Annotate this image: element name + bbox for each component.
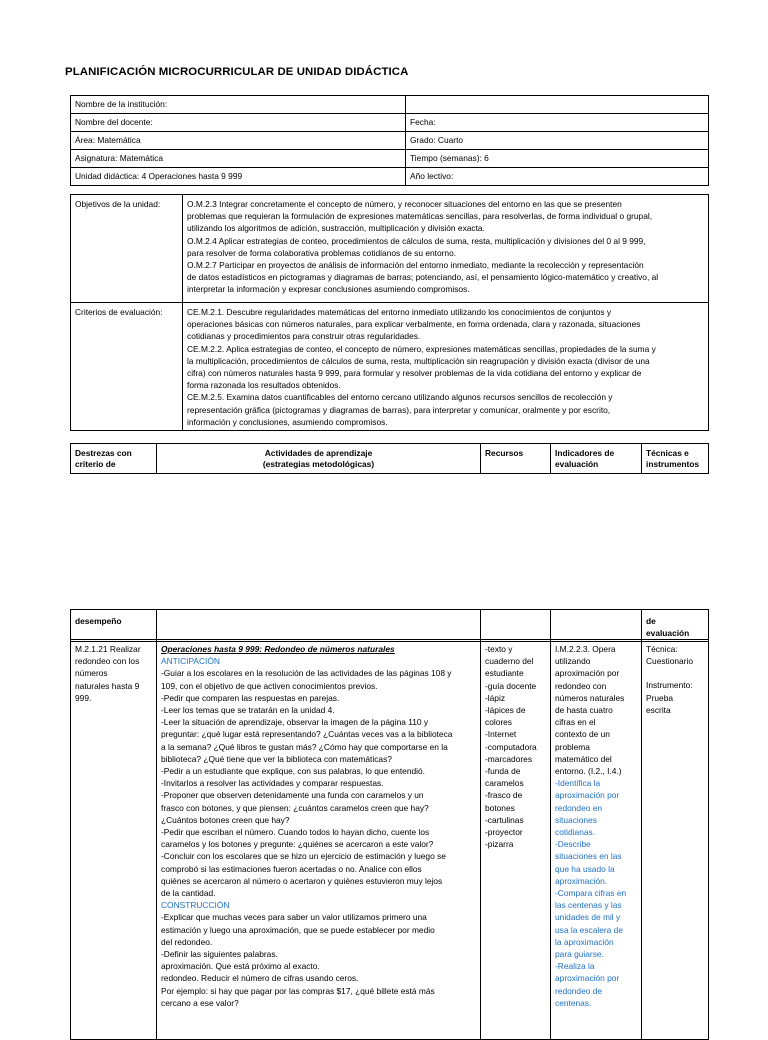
header-resources: Recursos bbox=[481, 444, 551, 474]
indicator-line: la aproximación bbox=[555, 936, 614, 947]
header-row-top bbox=[71, 444, 709, 474]
info-row bbox=[71, 150, 709, 168]
resource-line: -proyector bbox=[485, 827, 523, 838]
objective-line: interpretar la información y expresar conclusiones asumiendo compromisos. bbox=[187, 284, 470, 295]
indicator-line: matemático del bbox=[555, 753, 612, 764]
objective-line: O.M.2.7 Participar en proyectos de análisis de información del entorno inmediato, mediante la recolección y representación bbox=[187, 260, 644, 271]
info-label: Área: Matemática bbox=[71, 132, 406, 150]
indicator-line: aproximación por bbox=[555, 668, 620, 679]
objectives-label: Objetivos de la unidad: bbox=[71, 195, 183, 303]
objectives-content bbox=[183, 195, 709, 303]
header-line: (estrategias metodológicas) bbox=[262, 459, 375, 470]
activity-line: biblioteca? ¿Qué tiene que ver la biblioteca con matemáticas? bbox=[161, 753, 392, 764]
activity-line: cercano a ese valor? bbox=[161, 997, 239, 1008]
activity-cell bbox=[157, 640, 481, 1040]
info-row bbox=[71, 114, 709, 132]
objective-line: O.M.2.4 Aplicar estrategias de conteo, procedimientos de cálculos de suma, resta, multiplicación y divisiones del 0 al 9 999, bbox=[187, 235, 646, 246]
activity-line: -Pedir que comparen las respuestas en parejas. bbox=[161, 692, 340, 703]
header-skills bbox=[71, 444, 157, 474]
indicators-cell bbox=[551, 640, 642, 1040]
indicator-line: usa la escalera de bbox=[555, 924, 623, 935]
header-line: Destrezas con bbox=[75, 448, 132, 458]
objectives-table bbox=[70, 194, 709, 431]
skill-line: 999. bbox=[75, 692, 92, 703]
header-indicators bbox=[551, 444, 642, 474]
activity-line: del redondeo. bbox=[161, 936, 213, 947]
indicator-line: -Realiza la bbox=[555, 961, 595, 972]
activity-line: preguntar: ¿qué lugar está representando? ¿Cuántas veces vas a la biblioteca bbox=[161, 729, 453, 740]
activity-line: 109, con el objetivo de que activen conocimientos previos. bbox=[161, 680, 378, 691]
resource-line: cuaderno del bbox=[485, 656, 534, 667]
header-line: Indicadores de bbox=[555, 448, 615, 458]
indicator-line: aproximación. bbox=[555, 875, 608, 886]
activity-line: -Leer los temas que se tratarán en la unidad 4. bbox=[161, 705, 335, 716]
indicator-line: I.M.2.2.3. Opera bbox=[555, 644, 616, 654]
resource-line: -texto y bbox=[485, 644, 513, 654]
info-label: Asignatura: Matemática bbox=[71, 150, 406, 168]
header-row-bottom bbox=[71, 610, 709, 642]
resource-line: -funda de bbox=[485, 766, 521, 777]
skill-line: redondeo con los bbox=[75, 656, 140, 667]
criterion-line: operaciones básicas con números naturales, para explicar verbalmente, en forma ordenada, clara y razonada, situaciones bbox=[187, 319, 641, 330]
criteria-label: Criterios de evaluación: bbox=[71, 303, 183, 431]
criterion-line: CE.M.2.1. Descubre regularidades matemáticas del entorno inmediato utilizando los conocimientos de conjuntos y bbox=[187, 307, 612, 317]
criterion-line: información y conclusiones, asumiendo compromisos. bbox=[187, 416, 388, 427]
info-table-body bbox=[71, 96, 709, 186]
activity-line: -Concluir con los escolares que se hizo un ejercicio de estimación y luego se bbox=[161, 851, 446, 862]
indicator-line: cotidianas. bbox=[555, 827, 596, 838]
activity-line: -Proponer que observen detenidamente una funda con caramelos y un bbox=[161, 790, 424, 801]
criterion-line: la multiplicación, procedimientos de cálculos de suma, resta, multiplicación sin reagrupación y división exacta (divisor de una bbox=[187, 355, 650, 366]
activity-line: -Definir las siguientes palabras. bbox=[161, 949, 278, 960]
header-empty-indicators bbox=[551, 610, 642, 642]
resource-line: botones bbox=[485, 802, 515, 813]
technique-line: Instrumento: bbox=[646, 680, 693, 691]
indicator-line: entorno. (I.2., I.4.) bbox=[555, 766, 622, 777]
resources-cell bbox=[481, 640, 551, 1040]
indicator-line: redondeo en bbox=[555, 802, 603, 813]
activity-line: -Invitarlos a resolver las actividades y comparar respuestas. bbox=[161, 778, 384, 789]
technique-line: Técnica: bbox=[646, 644, 678, 654]
resource-line: estudiante bbox=[485, 668, 524, 679]
header-activities bbox=[157, 444, 481, 474]
info-value: Tiempo (semanas): 6 bbox=[406, 150, 709, 168]
techniques-cell bbox=[642, 640, 709, 1040]
criterion-line: representación gráfica (pictogramas y diagramas de barras), para interpretar y comunicar, oralmente y por escrito, bbox=[187, 404, 611, 415]
skill-line: números bbox=[75, 668, 108, 679]
indicator-line: aproximación por bbox=[555, 790, 620, 801]
info-label: Unidad didáctica: 4 Operaciones hasta 9 999 bbox=[71, 168, 406, 186]
info-value bbox=[406, 96, 709, 114]
resource-line: -lápiz bbox=[485, 692, 506, 703]
header-line: Técnicas e bbox=[646, 448, 689, 458]
info-label: Nombre del docente: bbox=[71, 114, 406, 132]
indicator-line: centenas. bbox=[555, 997, 592, 1008]
activity-line: de la cantidad. bbox=[161, 888, 216, 899]
objective-line: para resolver de forma colaborativa problemas cotidianos de su entorno. bbox=[187, 247, 457, 258]
skill-line: naturales hasta 9 bbox=[75, 680, 140, 691]
activity-line: -Pedir a un estudiante que explique, con sus palabras, lo que entendió. bbox=[161, 766, 425, 777]
header-empty-resources bbox=[481, 610, 551, 642]
indicator-line: situaciones en las bbox=[555, 851, 622, 862]
resource-line: -computadora bbox=[485, 741, 537, 752]
activity-line: caramelos y los botones y pregunte: ¿quiénes se acercaron a este valor? bbox=[161, 839, 434, 850]
indicator-line: problema bbox=[555, 741, 590, 752]
criterion-line: CE.M.2.5. Examina datos cuantificables del entorno cercano utilizando algunos recursos sencillos de recolección y bbox=[187, 392, 613, 403]
resource-line: caramelos bbox=[485, 778, 524, 789]
objective-line: problemas que requieran la formulación de expresiones matemáticas sencillas, para resolverlas, de forma individual o grupal, bbox=[187, 211, 653, 222]
skill-cell bbox=[71, 640, 157, 1040]
indicator-line: contexto de un bbox=[555, 729, 610, 740]
indicator-line: utilizando bbox=[555, 656, 591, 667]
indicator-line: números naturales bbox=[555, 692, 625, 703]
indicator-line: las centenas y las bbox=[555, 900, 622, 911]
criteria-content bbox=[183, 303, 709, 431]
activities-table bbox=[70, 639, 709, 1040]
indicator-line: -Compara cifras en bbox=[555, 888, 627, 899]
header-line: criterio de bbox=[75, 459, 116, 470]
indicator-line: redondeo con bbox=[555, 680, 607, 691]
resource-line: -lápices de bbox=[485, 705, 526, 716]
info-value: Fecha: bbox=[406, 114, 709, 132]
objective-line: utilizando los algoritmos de adición, sustracción, multiplicación y división exacta. bbox=[187, 223, 485, 234]
indicator-line: -Describe bbox=[555, 839, 591, 850]
skill-line: M.2.1.21 Realizar bbox=[75, 644, 141, 654]
resource-line: -pizarra bbox=[485, 839, 514, 850]
info-value: Año lectivo: bbox=[406, 168, 709, 186]
objective-line: de datos estadísticos en pictogramas y diagramas de barras; potenciando, así, el pensamiento lógico-matemático y creativo, al bbox=[187, 272, 659, 283]
header-line: instrumentos bbox=[646, 459, 700, 470]
resource-line: -marcadores bbox=[485, 753, 533, 764]
activity-heading: Operaciones hasta 9 999: Redondeo de números naturales bbox=[161, 644, 395, 654]
info-value: Grado: Cuarto bbox=[406, 132, 709, 150]
indicator-line: -Identifica la bbox=[555, 778, 601, 789]
activity-line: a la semana? ¿Qué libros te gustan más? ¿Cómo hay que comportarse en la bbox=[161, 741, 448, 752]
header-skills-continued: desempeño bbox=[71, 610, 157, 642]
activity-line: Por ejemplo: si hay que pagar por las compras $17, ¿qué billete está más bbox=[161, 985, 435, 996]
activity-line: redondeo. Reducir el número de cifras usando ceros. bbox=[161, 973, 359, 984]
indicator-line: situaciones bbox=[555, 814, 597, 825]
activity-line: frasco con botones, y que piensen: ¿cuántos caramelos creen que hay? bbox=[161, 802, 429, 813]
objective-line: O.M.2.3 Integrar concretamente el concepto de número, y reconocer situaciones del entorno en las que se presenten bbox=[187, 199, 622, 209]
indicator-line: aproximación por bbox=[555, 973, 620, 984]
activity-line: -Explicar que muchas veces para saber un valor utilizamos primero una bbox=[161, 912, 427, 923]
criteria-row bbox=[71, 303, 709, 431]
technique-line: Cuestionario bbox=[646, 656, 694, 667]
criterion-line: cifra) con números naturales hasta 9 999, para formular y resolver problemas de la vida cotidiana del entorno y explicar de bbox=[187, 368, 642, 379]
activity-line: -Leer la situación de aprendizaje, observar la imagen de la página 110 y bbox=[161, 717, 429, 728]
indicator-line: que ha usado la bbox=[555, 863, 615, 874]
activity-line: comprobó si las estimaciones fueron acertadas o no. Analice con ellos bbox=[161, 863, 422, 874]
resource-line: colores bbox=[485, 717, 512, 728]
activity-lines bbox=[161, 655, 476, 1009]
activity-line: estimación y luego una aproximación, que se puede establecer por medio bbox=[161, 924, 435, 935]
header-line: de bbox=[646, 616, 656, 626]
info-row bbox=[71, 132, 709, 150]
technique-line: escrita bbox=[646, 704, 671, 715]
page-title: PLANIFICACIÓN MICROCURRICULAR DE UNIDAD DIDÁCTICA bbox=[65, 66, 409, 78]
technique-line: Prueba bbox=[646, 692, 674, 703]
activities-header-bottom bbox=[70, 609, 709, 642]
header-techniques bbox=[642, 444, 709, 474]
activity-line: quiénes se acercaron al número o acertaron y quiénes estuvieron muy lejos bbox=[161, 875, 443, 886]
indicator-line: cifras en el bbox=[555, 717, 596, 728]
activities-header-top bbox=[70, 443, 709, 474]
info-table bbox=[70, 95, 709, 186]
header-line: Actividades de aprendizaje bbox=[264, 448, 373, 458]
indicator-line: para guiarse. bbox=[555, 949, 604, 960]
header-line: evaluación bbox=[555, 459, 599, 470]
indicator-line: unidades de mil y bbox=[555, 912, 621, 923]
criterion-line: forma razonada los resultados obtenidos. bbox=[187, 380, 341, 391]
objectives-row bbox=[71, 195, 709, 303]
resource-line: -guía docente bbox=[485, 680, 537, 691]
technique-line bbox=[646, 667, 704, 679]
resource-line: -cartulinas bbox=[485, 814, 524, 825]
info-row bbox=[71, 96, 709, 114]
activity-line: -Pedir que escriban el número. Cuando todos lo hayan dicho, cuente los bbox=[161, 827, 430, 838]
resource-line: -Internet bbox=[485, 729, 517, 740]
activity-row bbox=[71, 640, 709, 1040]
info-label: Nombre de la institución: bbox=[71, 96, 406, 114]
activity-phase-heading: ANTICIPACIÓN bbox=[161, 656, 220, 667]
header-techniques-continued bbox=[642, 610, 709, 642]
activity-line: ¿Cuántos botones creen que hay? bbox=[161, 814, 290, 825]
criterion-line: cotidianas y procedimientos para construir otras regularidades. bbox=[187, 331, 421, 342]
activity-phase-heading: CONSTRUCCIÓN bbox=[161, 900, 230, 911]
activity-line: aproximación. Que está próximo al exacto. bbox=[161, 961, 320, 972]
criterion-line: CE.M.2.2. Aplica estrategias de conteo, el concepto de número, expresiones matemáticas sencillas, propiedades de la suma y bbox=[187, 343, 656, 354]
info-row bbox=[71, 168, 709, 186]
activity-line: -Guiar a los escolares en la resolución de las actividades de las páginas 108 y bbox=[161, 668, 452, 679]
indicator-line: de hasta cuatro bbox=[555, 705, 613, 716]
header-line: evaluación bbox=[646, 628, 690, 639]
resource-line: -frasco de bbox=[485, 790, 523, 801]
header-empty-activities bbox=[157, 610, 481, 642]
indicator-line: redondeo de bbox=[555, 985, 603, 996]
